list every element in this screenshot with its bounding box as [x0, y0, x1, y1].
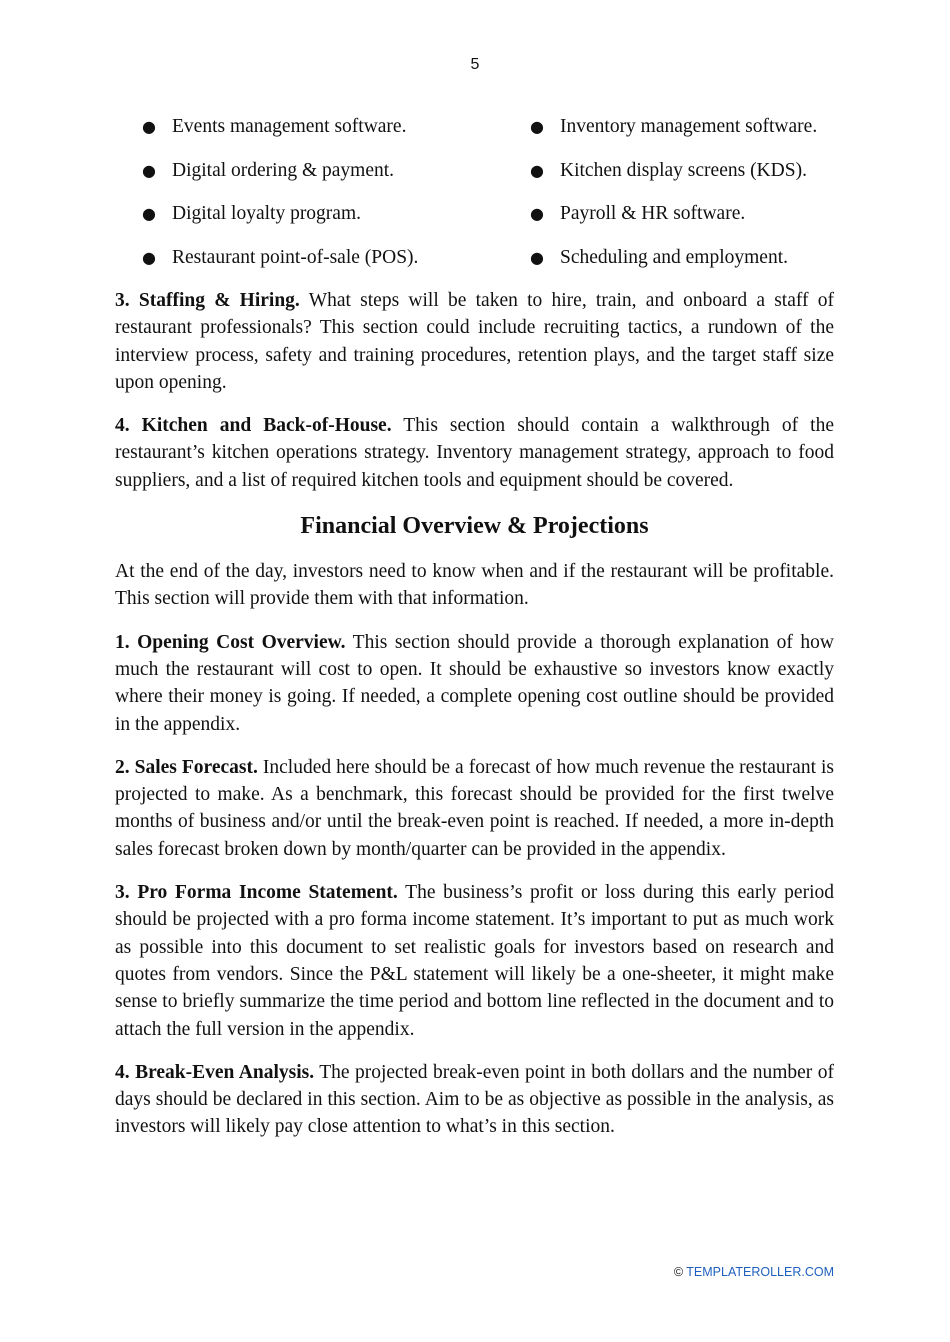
break-even-paragraph	[115, 1059, 834, 1141]
software-bullet-list	[115, 113, 834, 287]
bullet-icon: ●	[142, 247, 156, 267]
staffing-title: 3. Staffing & Hiring.	[115, 290, 300, 311]
kitchen-paragraph	[115, 412, 834, 494]
list-item-text: Events management software.	[172, 116, 407, 137]
list-item-text: Inventory management software.	[560, 116, 818, 137]
document-body	[115, 113, 834, 1157]
bullet-icon: ●	[530, 117, 544, 136]
list-item	[503, 157, 834, 201]
list-item-text: Digital ordering & payment.	[172, 159, 395, 181]
copyright-icon: ©	[673, 1265, 684, 1279]
financial-intro-paragraph: At the end of the day, investors need to know when and if the restaurant will be profitable. This section will provide them with that information.	[115, 561, 834, 610]
opening-cost-title: 1. Opening Cost Overview.	[115, 631, 346, 653]
bullet-icon: ●	[530, 204, 544, 223]
staffing-paragraph	[115, 287, 834, 396]
pro-forma-title: 3. Pro Forma Income Statement.	[115, 882, 398, 904]
bullet-icon: ●	[142, 204, 156, 223]
list-item	[503, 244, 834, 288]
sales-forecast-title: 2. Sales Forecast.	[115, 756, 258, 778]
pro-forma-paragraph	[115, 879, 834, 1043]
list-item-text: Kitchen display screens (KDS).	[560, 159, 807, 181]
page-number: 5	[470, 56, 480, 73]
financial-heading: Financial Overview & Projections	[300, 513, 649, 540]
pro-forma-text: The business’s profit or loss during this early period should be projected with a pro forma income statement. It’s important to put as much work as possible into this document to set realistic goals for investors based on research and quotes from vendors. Since the P&L statement will likely be a one-sheeter, it might make sense to briefly summarize the time period and bottom line reflected in the document and to attach the full version in the appendix.	[115, 882, 834, 1040]
list-item	[503, 113, 834, 157]
list-item-text: Digital loyalty program.	[172, 203, 362, 224]
list-item-text: Payroll & HR software.	[560, 203, 746, 224]
list-item	[115, 200, 503, 244]
list-item-text: Restaurant point-of-sale (POS).	[172, 246, 419, 268]
list-item	[115, 244, 503, 288]
bullet-icon: ●	[142, 117, 156, 136]
list-item	[115, 157, 503, 201]
list-item	[503, 200, 834, 244]
staffing-text: What steps will be taken to hire, train, and onboard a staff of restaurant professionals? This section could include recruiting tactics, a rundown of the interview process, safety and training procedures, retention plays, and the target staff size upon opening.	[115, 290, 834, 393]
opening-cost-text: This section should provide a thorough explanation of how much the restaurant will cost to open. It should be exhaustive so investors know exactly where their money is going. If needed, a complete opening cost outline should be provided in the appendix.	[115, 631, 835, 735]
sales-forecast-paragraph	[115, 754, 834, 863]
bullet-icon: ●	[530, 160, 544, 180]
sales-forecast-text: Included here should be a forecast of how much revenue the restaurant is projected to make. As a benchmark, this forecast should be provided for the first twelve months of business and/or until the break-even point is reached. If needed, a more in-depth sales forecast broken down by month/quarter can be provided in the appendix.	[115, 756, 834, 860]
bullet-icon: ●	[142, 160, 156, 180]
bullet-icon: ●	[530, 247, 544, 267]
list-item	[115, 113, 503, 157]
break-even-text: The projected break-even point in both dollars and the number of days should be declared in this section. Aim to be as objective as possible in the analysis, as investors will likely pay close attention to what’s in this section.	[115, 1061, 834, 1138]
break-even-title: 4. Break-Even Analysis.	[115, 1061, 315, 1083]
kitchen-title: 4. Kitchen and Back-of-House.	[115, 415, 392, 437]
footer	[674, 1265, 834, 1279]
templateroller-link[interactable]: TEMPLATEROLLER.COM	[686, 1265, 834, 1279]
opening-cost-paragraph	[115, 629, 834, 738]
kitchen-text: This section should contain a walkthrough of the restaurant’s kitchen operations strategy. Inventory management strategy, approach to food suppliers, and a list of required kitchen tools and equipment should be covered.	[115, 415, 834, 491]
list-item-text: Scheduling and employment.	[560, 246, 789, 268]
